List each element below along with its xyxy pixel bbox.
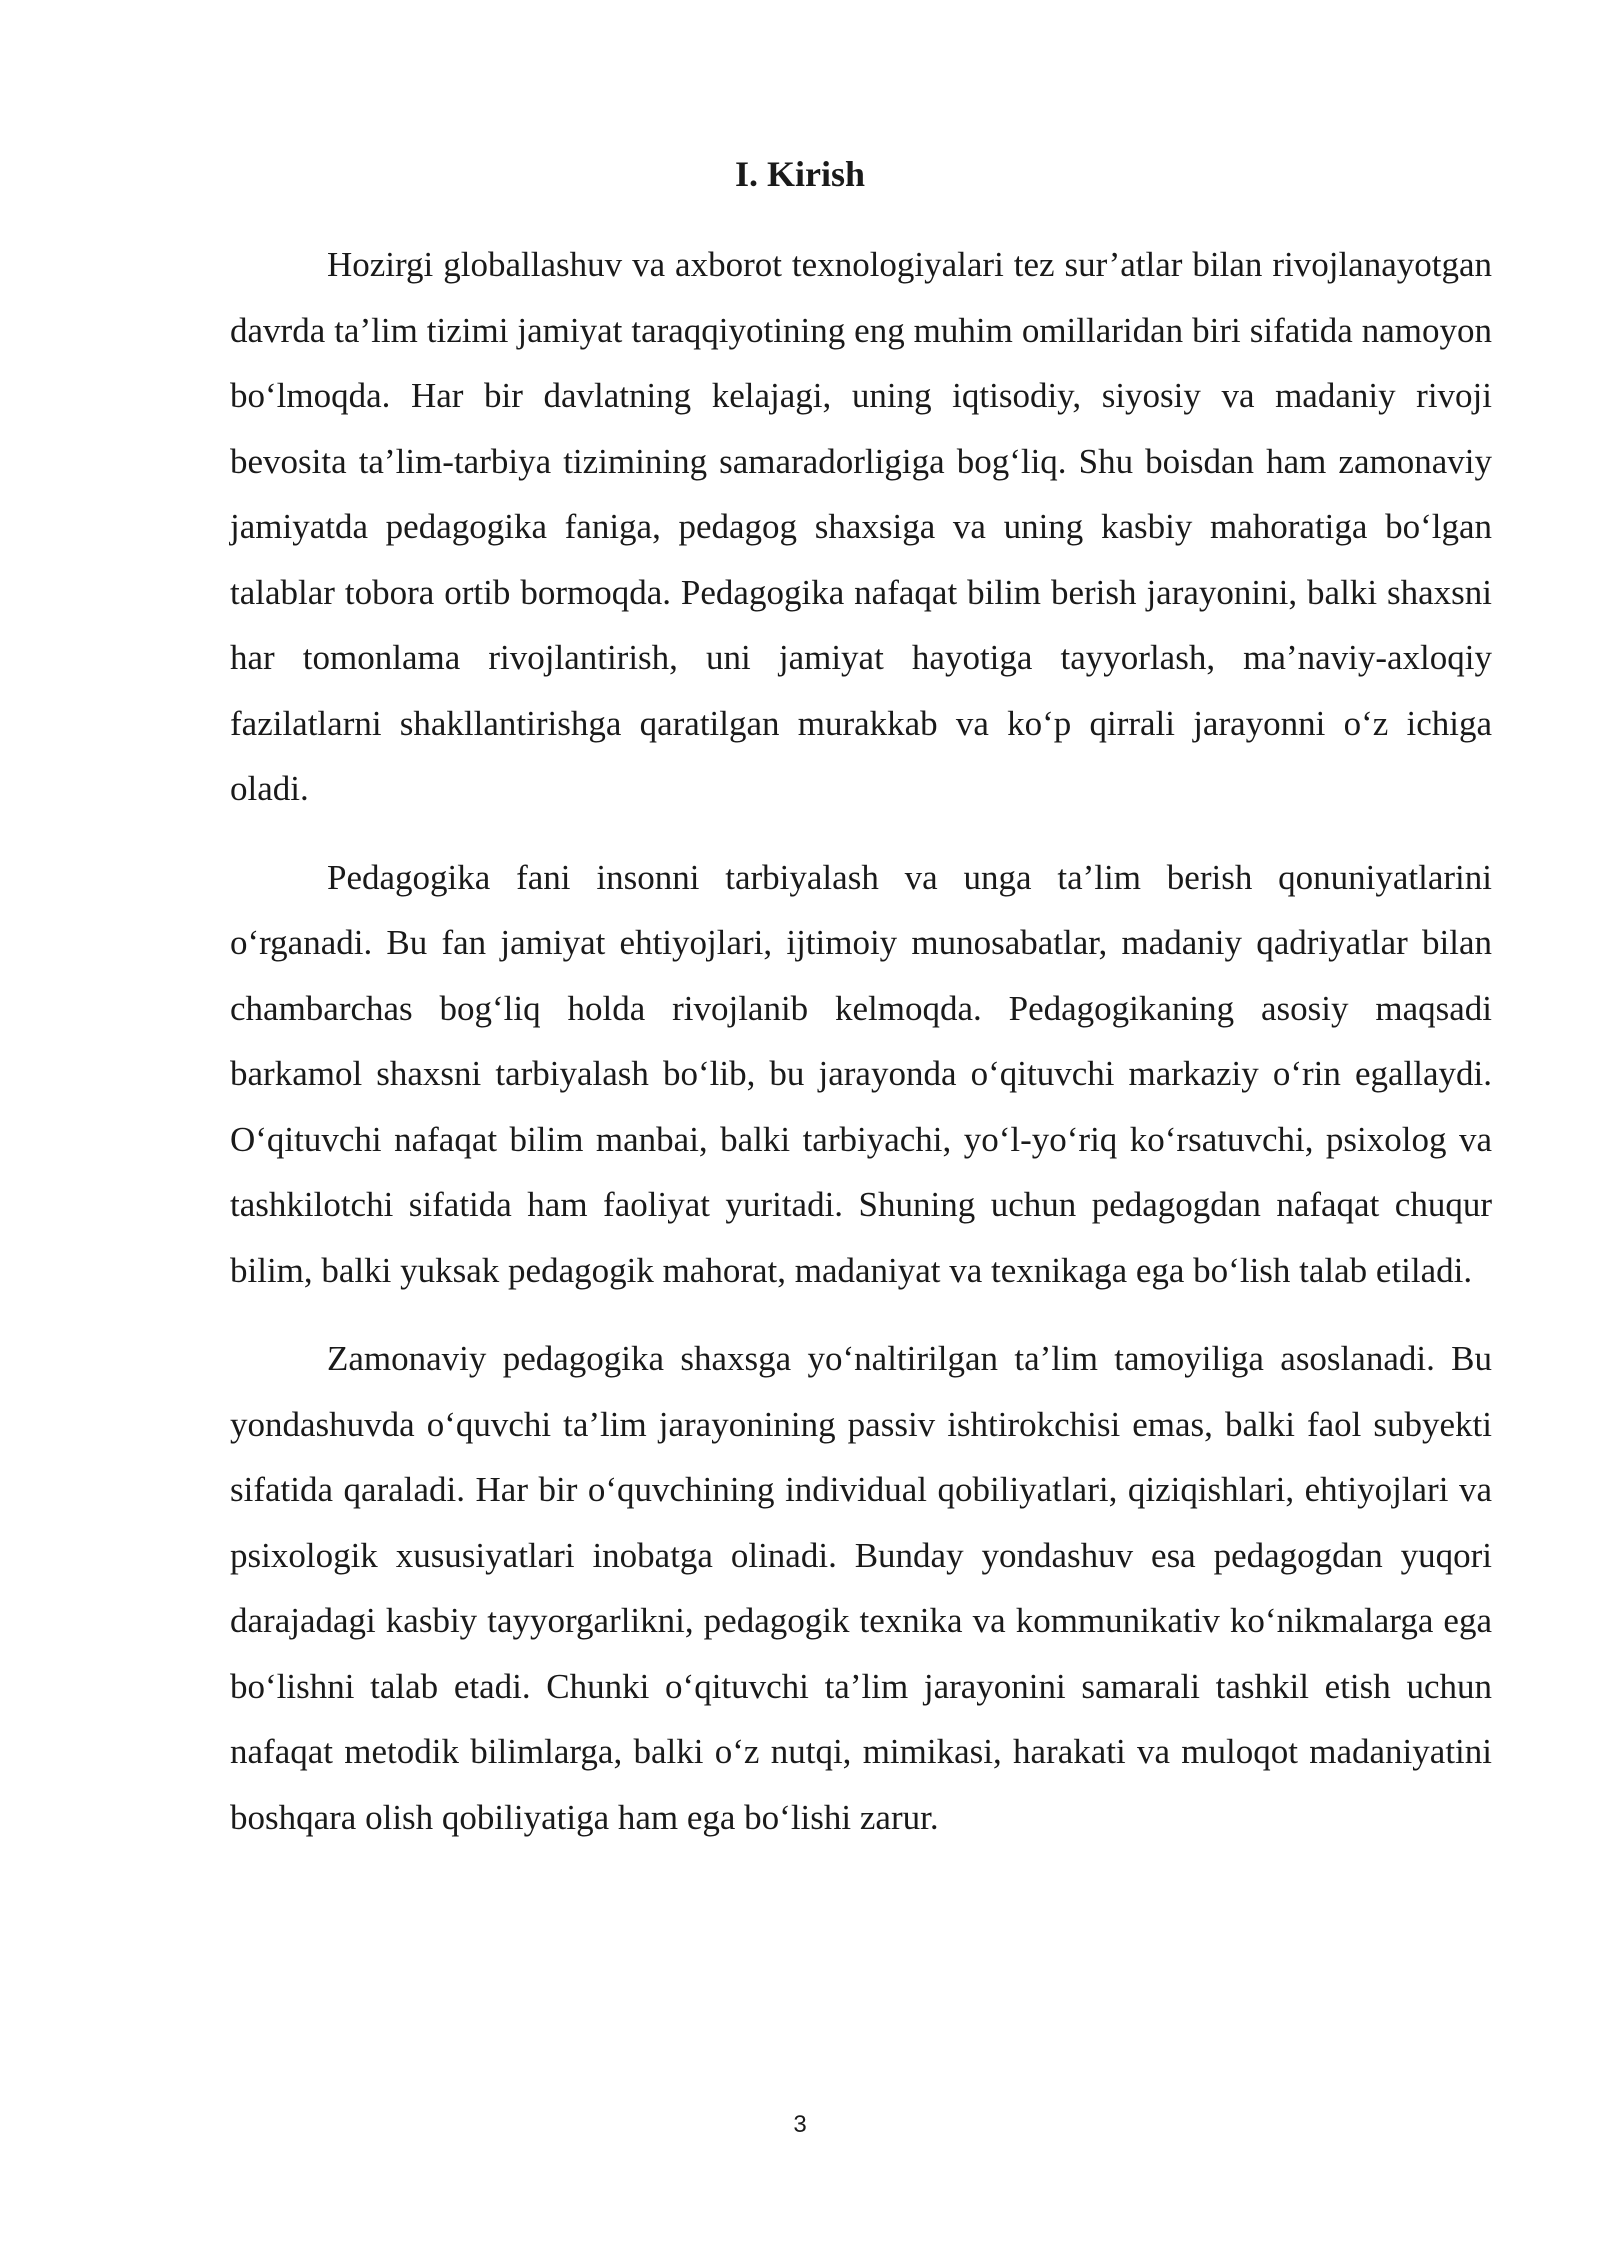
section-heading: I. Kirish	[734, 154, 866, 194]
paragraph-3: Zamonaviy pedagogika shaxsga yo‘naltirilgan ta’lim tamoyiliga asoslanadi. Bu yondashuvda o‘quvchi ta’lim jarayonining passiv ishtirokchisi emas, balki faol subyekti sifatida qaraladi. Har bir o‘quvchining individual qobiliyatlari, qiziqishlari, ehtiyojlari va psixologik xususiyatlari inobatga olinadi. Bunday yondashuv esa pedagogdan yuqori darajadagi kasbiy tayyorgarlikni, pedagogik texnika va kommunikativ ko‘nikmalarga ega bo‘lishni talab etadi. Chunki o‘qituvchi ta’lim jarayonini samarali tashkil etish uchun nafaqat metodik bilimlarga, balki o‘z nutqi, mimikasi, harakati va muloqot madaniyatini boshqara olish qobiliyatiga ham ega bo‘lishi zarur.	[230, 1339, 1492, 1837]
page-number: 3	[793, 2111, 807, 2138]
paragraph-2: Pedagogika fani insonni tarbiyalash va unga ta’lim berish qonuniyatlarini o‘rganadi. Bu fan jamiyat ehtiyojlari, ijtimoiy munosabatlar, madaniy qadriyatlar bilan chambarchas bog‘liq holda rivojlanib kelmoqda. Pedagogikaning asosiy maqsadi barkamol shaxsni tarbiyalash bo‘lib, bu jarayonda o‘qituvchi markaziy o‘rin egallaydi. O‘qituvchi nafaqat bilim manbai, balki tarbiyachi, yo‘l-yo‘riq ko‘rsatuvchi, psixolog va tashkilotchi sifatida ham faoliyat yuritadi. Shuning uchun pedagogdan nafaqat chuqur bilim, balki yuksak pedagogik mahorat, madaniyat va texnikaga ega bo‘lish talab etiladi.	[230, 857, 1492, 1290]
paragraph-1: Hozirgi globallashuv va axborot texnologiyalari tez sur’atlar bilan rivojlanayotgan davrda ta’lim tizimi jamiyat taraqqiyotining eng muhim omillaridan biri sifatida namoyon bo‘lmoqda. Har bir davlatning kelajagi, uning iqtisodiy, siyosiy va madaniy rivoji bevosita ta’lim-tarbiya tizimining samaradorligiga bog‘liq. Shu boisdan ham zamonaviy jamiyatda pedagogika faniga, pedagog shaxsiga va uning kasbiy mahoratiga bo‘lgan talablar tobora ortib bormoqda. Pedagogika nafaqat bilim berish jarayonini, balki shaxsni har tomonlama rivojlantirish, uni jamiyat hayotiga tayyorlash, ma’naviy-axloqiy fazilatlarni shakllantirishga qaratilgan murakkab va ko‘p qirrali jarayonni o‘z ichiga oladi.	[230, 245, 1492, 808]
body-text	[230, 232, 1492, 1873]
